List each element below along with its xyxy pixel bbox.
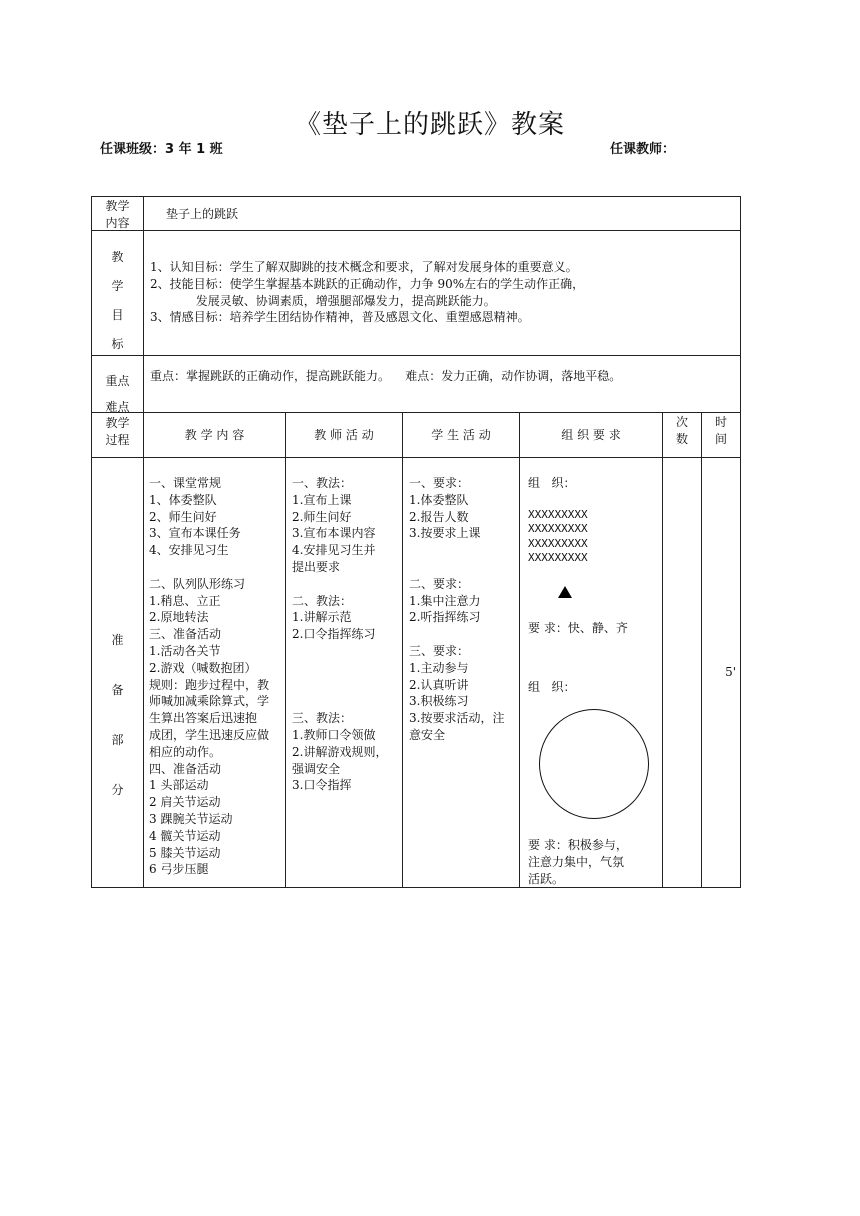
teacher-position-triangle-icon [558, 586, 572, 598]
keypoints-label: 重点 难点 [92, 356, 144, 412]
req2-text: 要 求：积极参与， 注意力集中，气氛 活跃。 [528, 838, 628, 886]
req1-text: 要 求：快、静、齐 [528, 620, 628, 635]
prep-teacher: 一、教法： 1.宣布上课 2.师生问好 3.宣布本课内容 4.安排见习生并 提出要求 二、教法： 1.讲解示范 2.口令指挥练习 三、教法： 1.教师口令领做 2.讲解游戏规则， 强调安全 3.口令指挥 [286, 458, 403, 887]
goals-label: 教 学 目 标 [92, 231, 144, 355]
org2-label: 组 织： [528, 679, 576, 694]
row-goals [92, 231, 740, 356]
content-value: 垫子上的跳跃 [166, 207, 239, 221]
circle-formation-icon [539, 709, 649, 819]
header-time: 时 间 [714, 415, 727, 446]
prep-label: 准 备 部 分 [92, 458, 144, 887]
prep-time: 5' [725, 665, 736, 679]
header-count: 次 数 [663, 413, 702, 457]
prep-count [663, 458, 702, 887]
row-keypoints [92, 356, 740, 413]
row-content [92, 197, 740, 231]
keypoints-text: 重点：掌握跳跃的正确动作，提高跳跃能力。 难点：发力正确，动作协调，落地平稳。 [150, 369, 622, 383]
row-headers [92, 413, 740, 458]
row-prep [92, 458, 740, 887]
teacher-label: 任课教师： [610, 142, 676, 157]
header-content: 教 学 内 容 [144, 413, 286, 457]
header-process: 教学 过程 [92, 413, 144, 457]
header-teacher: 教 师 活 动 [286, 413, 403, 457]
header-organize: 组 织 要 求 [520, 413, 663, 457]
prep-content: 一、课堂常规 1、体委整队 2、师生问好 3、宣布本课任务 4、安排见习生 二、队列队形练习 1.稍息、立正 2.原地转法 三、准备活动 1.活动各关节 2.游戏（喊数抱团） 规则：跑步过程中，教 师喊加减乘除算式，学 生算出答案后迅速抱 成团，学生迅速反应做 相应的动作。 四、准备活动 1 头部运动 2 肩关节运动 3 踝腕关节运动 4 髋关节运动 5 膝关节运动 6 弓步压腿 [144, 458, 286, 887]
prep-organize [520, 458, 663, 887]
org1-label: 组 织： [528, 476, 576, 490]
goals-text: 1、认知目标：学生了解双脚跳的技术概念和要求，了解对发展身体的重要意义。 2、技能目标：使学生掌握基本跳跃的正确动作，力争 90%左右的学生动作正确， 发展灵敏、协调素质，增强腿部爆发力，提高跳跃能力。 3、情感目标：培养学生团结协作精神，普及感恩文化、重塑感恩精神。 [150, 260, 585, 325]
header-student: 学 生 活 动 [403, 413, 520, 457]
lesson-plan-table [91, 196, 741, 888]
prep-student: 一、要求： 1.体委整队 2.报告人数 3.按要求上课 二、要求： 1.集中注意力 2.听指挥练习 三、要求： 1.主动参与 2.认真听讲 3.积极练习 3.按要求活动，注 意安全 [403, 458, 520, 887]
formation-grid: XXXXXXXXX XXXXXXXXX XXXXXXXXX XXXXXXXXX [528, 507, 588, 565]
document-title: 《垫子上的跳跃》教案 [294, 110, 565, 140]
class-label: 任课班级：3 年 1 班 [100, 142, 223, 157]
content-label: 教学 内容 [92, 197, 144, 230]
